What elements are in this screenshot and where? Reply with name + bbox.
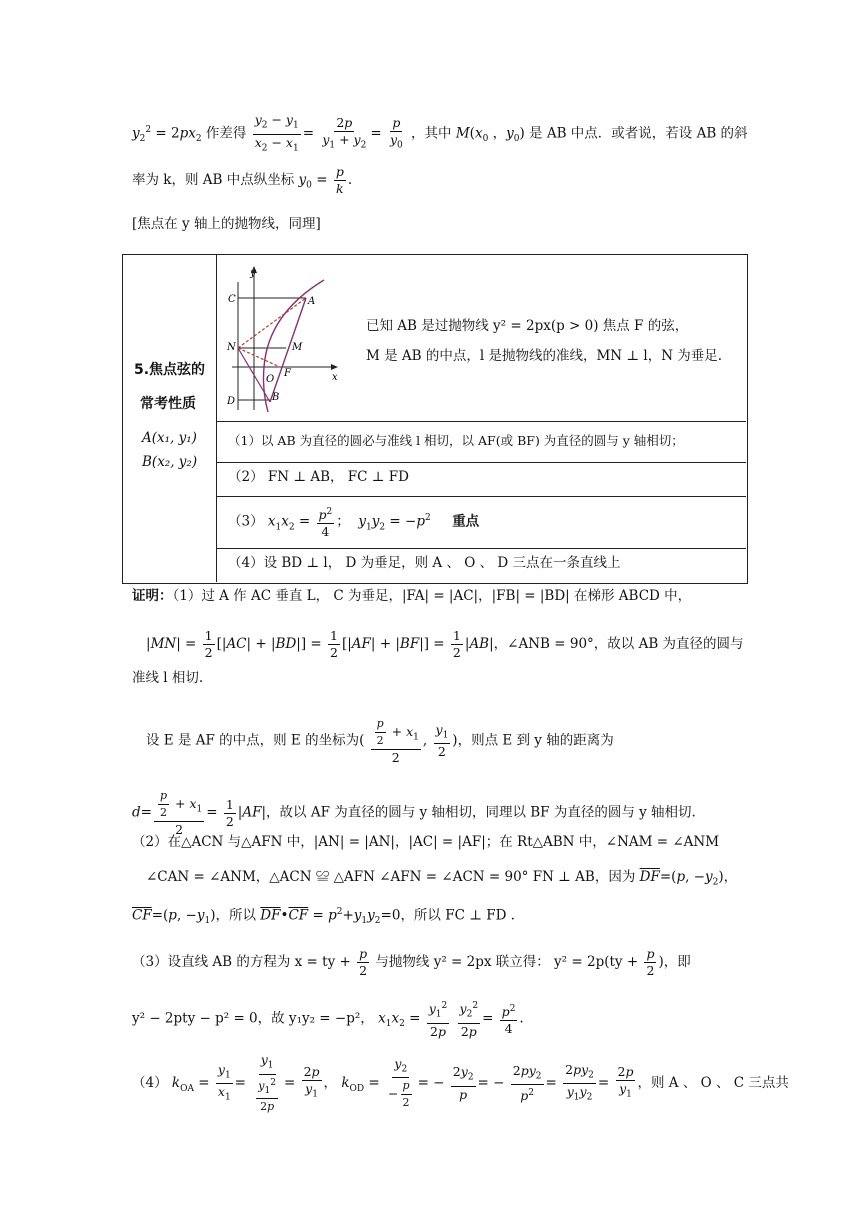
proof-3-mid: 与抛物线 y² = 2px 联立得： y² = 2p(ty + [375, 954, 639, 970]
d-fraction: $\frac{p}{2}$ + $x_1$ 2 [154, 788, 204, 838]
proof-2-tail: ，所以 FC ⊥ FD . [400, 907, 515, 924]
intro-text-slope: 率为 k，则 AB 中点纵坐标 [132, 172, 295, 188]
property-3-mid: ； [336, 513, 350, 530]
intro-note: [焦点在 y 轴上的抛物线，同理] [132, 216, 321, 232]
table-desc-line-1: 已知 AB 是过抛物线 y² = 2px(p > 0) 焦点 F 的弦， [366, 318, 689, 334]
point-a-label: A(x₁, y₁) [142, 430, 197, 446]
kod-1: $y_2$ − $\frac{p}{2}$ [388, 1055, 410, 1110]
kod-2: $\frac{2y_2}{p}$ [452, 1064, 474, 1102]
intro-text-diff: 作差得 [205, 125, 247, 142]
kod-3: $\frac{2py_2}{p^2}$ [512, 1062, 542, 1104]
koa-3: $\frac{2p}{y_1}$ [303, 1064, 320, 1100]
p2-over-4: $\frac{p^2}{4}$ [500, 1001, 518, 1037]
proof-2-line-1: （2）在△ACN 与△AFN 中，|AN| = |AN|，|AC| = |AF|；在 Rt△ABN 中，∠NAM = ∠ANM [132, 834, 720, 850]
fig-label-n: N [227, 342, 236, 353]
e-y-coord: $\frac{y_1}{2}$ [435, 721, 449, 760]
table-divider-4 [216, 548, 746, 549]
proof-d-tail: ，故以 AF 为直径的圆与 y 轴相切，同理以 BF 为直径的圆与 y 轴相切. [266, 804, 696, 821]
x2-frac: $\frac{y_2^2}{2p}$ [458, 998, 481, 1040]
proof-3-line-2-text: y² − 2pty − p² = 0，故 y₁y₂ = −p²， [132, 1010, 374, 1027]
property-3: （3） $x_1x_2$ = $\frac{p^2}{4}$ ； $y_1y_2 = -p^2$ 重点 [228, 504, 479, 540]
proof-4-prefix: （4） [132, 1075, 168, 1092]
fig-label-o: O [266, 374, 275, 385]
x1-frac: $\frac{y_1^2}{2p}$ [427, 998, 450, 1040]
intro-text-where: ，其中 [411, 125, 452, 142]
row-title-1: 5.焦点弦的 [134, 362, 206, 378]
proof-3-tail: )，即 [658, 954, 691, 970]
slope-fraction-3: $\frac{p}{y_0}$ [389, 114, 403, 151]
key-point-label: 重点 [452, 513, 480, 530]
table-divider-vertical [216, 254, 217, 582]
half-fraction-3: $\frac{1}{2}$ [452, 628, 461, 660]
fig-label-c: C [228, 294, 236, 305]
half-fraction-1: $\frac{1}{2}$ [204, 628, 213, 660]
proof-3-line-2: y² − 2pty − p² = 0，故 y₁y₂ = −p²， $x_1x_2$ = $\frac{y_1^2}{2p}$ $\frac{y_2^2}{2p}$ = $\frac{p^2}{4}$ . [132, 998, 524, 1040]
property-2: （2） FN ⊥ AB， FC ⊥ FD [228, 469, 409, 485]
property-3-prefix: （3） [228, 513, 264, 530]
intro-text-tail: 是 AB 中点．或者说，若设 AB 的斜 [529, 125, 748, 142]
table-divider-1 [216, 421, 746, 422]
fig-label-d: D [227, 396, 236, 407]
property-4: （4）设 BD ⊥ l， D 为垂足，则 A 、 O 、 D 三点在一条直线上 [228, 555, 621, 571]
proof-1-tail: ，∠ANB = 90°，故以 AB 为直径的圆与 [493, 636, 744, 652]
prop3-fraction: $\frac{p^2}{4}$ [317, 504, 335, 540]
proof-4-tail: ，则 A 、 O 、 C 三点共 [637, 1075, 789, 1092]
p-half-1: $\frac{p}{2}$ [359, 946, 368, 978]
kod-4: $\frac{2py_2}{y_1y_2}$ [565, 1061, 594, 1103]
e-x-coord: $\frac{p}{2}$ + $x_1$ 2 [371, 716, 421, 766]
koa-2: $\frac{y_1}{\frac{y_1^2}{2p}}$ [258, 1052, 276, 1114]
proof-line-1 [132, 586, 691, 606]
table-divider-2 [216, 462, 746, 463]
proof-line-d: d= $\frac{p}{2}$ + $x_1$ 2 = $\frac{1}{2}$ |AF|，故以 AF 为直径的圆与 y 轴相切，同理以 BF 为直径的圆与 y 轴相切. [132, 789, 696, 837]
proof-2-line-2: ∠CAN = ∠ANM，△ACN ≌ △AFN ∠AFN = ∠ACN = 90° FN ⊥ AB，因为 $\overline{DF}=(p$, $-y_2$)， [146, 869, 738, 888]
fig-label-y: y [250, 268, 256, 279]
row-title-2: 常考性质 [140, 396, 196, 412]
proof-label: 证明： [132, 588, 173, 604]
midpoint-fraction: $\frac{p}{k}$ [335, 164, 344, 196]
parabola-figure [224, 262, 350, 414]
proof-4-line-1: （4） $k_{OA}$ = $\frac{y_1}{x_1}$ = $\frac{y_1}{\frac{y_1^2}{2p}}$ = $\frac{2p}{y_1}$ ， $k_{OD}$ = $y_2$ − $\frac{p}{2}$ = − $\frac{2y_2}{p}$ = − $\frac{2py_2}{p^2}$ = $\frac{2py_2}{y_1y_2}$ = $\frac{2p}{y_1}$ ，则 A 、 O 、 C 三点共 [132, 1052, 789, 1114]
half-fraction-4: $\frac{1}{2}$ [225, 796, 234, 829]
table-desc-line-2: M 是 AB 的中点，l 是抛物线的准线，MN ⊥ l，N 为垂足. [366, 348, 723, 364]
slope-fraction: $\frac{y_2 - y_1}{x_2 - x_1}$ [254, 112, 299, 153]
proof-2-line-3: $\overline{CF}=(p$, $-y_1$)，所以 $\overline{DF}•\overline{CF} = p^2+y_1y_2=0$，所以 FC ⊥ FD . [132, 907, 515, 927]
p-half-2: $\frac{p}{2}$ [646, 946, 655, 978]
proof-line-3: 准线 l 相切. [132, 670, 204, 686]
slope-fraction-2: $\frac{2p}{y_1 + y_2}$ [322, 114, 367, 151]
proof-line-e: 设 E 是 AF 的中点，则 E 的坐标为( $\frac{p}{2}$ + $x_1$ 2 , $\frac{y_1}{2}$ )，则点 E 到 y 轴的距离为 [146, 717, 614, 765]
fig-label-f: F [284, 368, 291, 379]
koa-1: $\frac{y_1}{x_1}$ [217, 1061, 231, 1103]
proof-3-prefix: （3）设直线 AB 的方程为 x = ty + [132, 954, 351, 970]
property-1: （1）以 AB 为直径的圆必与准线 l 相切，以 AF(或 BF) 为直径的圆与 y 轴相切； [228, 433, 684, 448]
intro-line-2: 率为 k，则 AB 中点纵坐标 $y_0$ = $\frac{p}{k}$ . [132, 164, 353, 196]
table-divider-3 [216, 496, 746, 497]
fig-label-a: A [308, 296, 316, 307]
point-b-label: B(x₂, y₂) [142, 454, 198, 470]
fig-label-m: M [292, 342, 303, 353]
proof-1-text: （1）过 A 作 AC 垂直 L， C 为垂足，|FA| = |AC|，|FB| = |BD| 在梯形 ABCD 中， [172, 588, 692, 604]
half-fraction-2: $\frac{1}{2}$ [330, 628, 338, 660]
fig-label-b: B [272, 392, 280, 403]
intro-line-1: $y_2^2 = 2px_2$ 作差得 $\frac{y_2 - y_1}{x_2 - x_1}$ = $\frac{2p}{y_1 + y_2}$ = $\frac{p}{y_0}$ ，其中 $M(x_0$ ，$y_0$) 是 AB 中点．或者说，若设 AB 的斜 [132, 112, 748, 156]
kod-5: $\frac{2p}{y_1}$ [617, 1064, 634, 1100]
proof-e-prefix: 设 E 是 AF 的中点，则 E 的坐标为( [146, 732, 365, 749]
fig-label-x: x [332, 372, 338, 383]
proof-2-line-2-text: ∠CAN = ∠ANM，△ACN ≌ △AFN ∠AFN = ∠ACN = 90° FN ⊥ AB，因为 [146, 869, 636, 885]
proof-line-2: |MN| = $\frac{1}{2}$ [|AC| + |BD|] = $\frac{1}{2}$ [|AF| + |BF|] = $\frac{1}{2}$ |AB|，∠ANB = 90°，故以 AB 为直径的圆与 [146, 628, 744, 660]
proof-e-tail: )，则点 E 到 y 轴的距离为 [452, 732, 614, 749]
proof-3-line-1 [132, 946, 691, 979]
